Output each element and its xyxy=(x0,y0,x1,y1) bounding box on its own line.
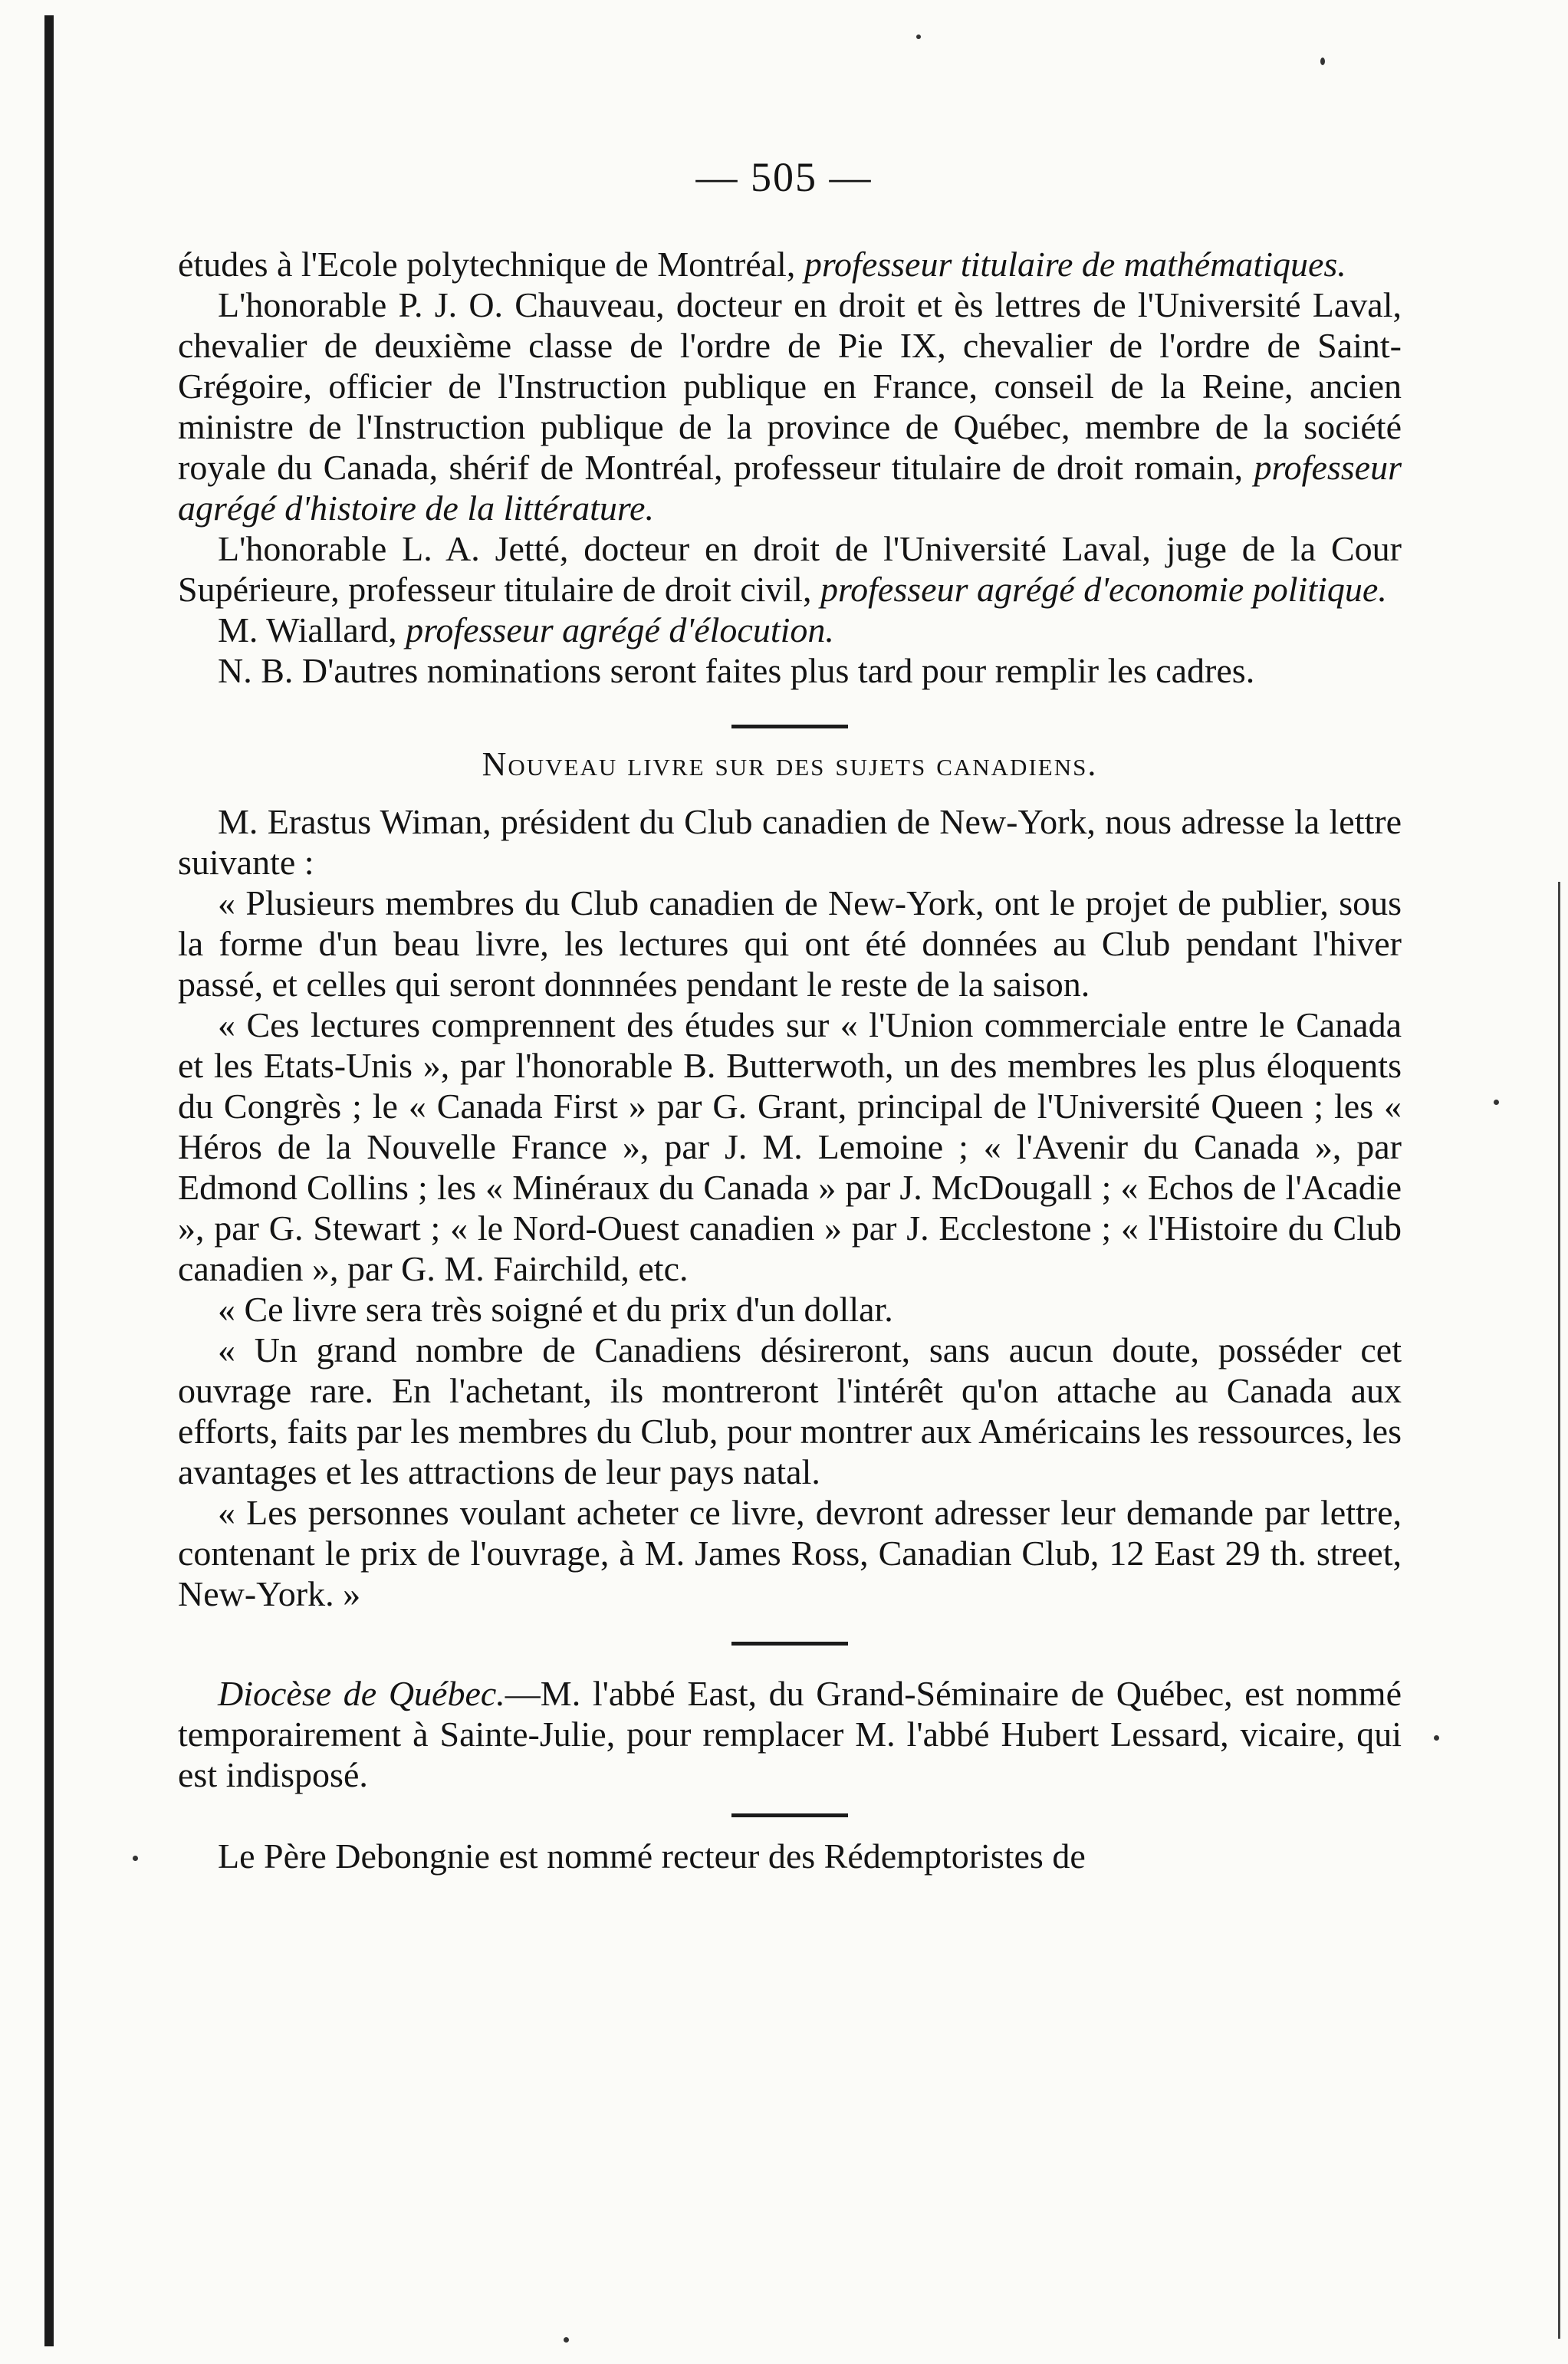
paragraph-text: L'honorable P. J. O. Chauveau, docteur en droit et ès lettres de l'Université Laval, chevalier de deuxième classe de l'ordre de Pie IX, chevalier de l'ordre de Saint-Grégoire, officier de l'Instruction publique en France, conseil de la Reine, ancien ministre de l'Instruction publique de la province de Québec, membre de la société royale du Canada, shérif de Montréal, professeur titulaire de droit romain, xyxy=(178,285,1402,487)
paragraph-letter-1 xyxy=(178,883,1402,1004)
paragraph-letter-5 xyxy=(178,1492,1402,1614)
paragraph-text: « Ce livre sera très soigné et du prix d'un dollar. xyxy=(218,1290,893,1329)
paragraph-text: —M. l'abbé East, du Grand-Séminaire de Québec, est nommé temporairement à Sainte-Julie, pour remplacer M. l'abbé Hubert Lessard, vicaire, qui est indisposé. xyxy=(178,1674,1402,1794)
paragraph-text: « Ces lectures comprennent des études sur « l'Union commerciale entre le Canada et les Etats-Unis », par l'honorable B. Butterwoth, un des membres les plus éloquents du Congrès ; le « Canada First » par G. Grant, principal de l'Université Queen ; les « Héros de la Nouvelle France », par J. M. Lemoine ; « l'Avenir du Canada », par Edmond Collins ; les « Minéraux du Canada » par J. McDougall ; « Echos de l'Acadie », par G. Stewart ; « le Nord-Ouest canadien » par J. Ecclestone ; « l'Histoire du Club canadien », par G. M. Fairchild, etc. xyxy=(178,1005,1402,1288)
scan-speck xyxy=(564,2337,569,2343)
right-margin-rule xyxy=(1558,882,1560,2339)
paragraph-ecole-polytechnique xyxy=(178,244,1402,284)
paragraph-text: « Plusieurs membres du Club canadien de New-York, ont le projet de publier, sous la forme d'un beau livre, les lectures qui ont été données au Club pendant l'hiver passé, et celles qui seront donnnées pendant le reste de la saison. xyxy=(178,883,1402,1004)
paragraph-letter-3 xyxy=(178,1289,1402,1330)
paragraph-wiman xyxy=(178,801,1402,883)
paragraph-text: N. B. D'autres nominations seront faites plus tard pour remplir les cadres. xyxy=(218,651,1255,690)
paragraph-debongnie xyxy=(178,1836,1402,1876)
scan-speck xyxy=(916,35,921,39)
paragraph-text: études à l'Ecole polytechnique de Montréal, xyxy=(178,245,804,284)
paragraph-italic: professeur agrégé d'histoire de la littérature. xyxy=(178,448,1402,528)
paragraph-diocese-quebec xyxy=(178,1673,1402,1795)
paragraph-text: « Un grand nombre de Canadiens désireront, sans aucun doute, posséder cet ouvrage rare. En l'achetant, ils montreront l'intérêt qu'on attache au Canada aux efforts, faits par les membres du Club, pour montrer aux Américains les ressources, les avantages et les attractions de leur pays natal. xyxy=(178,1330,1402,1491)
scan-speck xyxy=(1434,1735,1439,1741)
scan-speck xyxy=(1320,58,1325,65)
paragraph-text: L'honorable L. A. Jetté, docteur en droit de l'Université Laval, juge de la Cour Supérieure, professeur titulaire de droit civil, xyxy=(178,529,1402,609)
page-number: — 505 — xyxy=(695,154,873,200)
paragraph-italic: professeur agrégé d'economie politique. xyxy=(820,570,1387,609)
paragraph-nota-bene xyxy=(178,650,1402,691)
scan-speck xyxy=(133,1856,138,1861)
paragraph-text: « Les personnes voulant acheter ce livre, devront adresser leur demande par lettre, contenant le prix de l'ouvrage, à M. James Ross, Canadian Club, 12 East 29 th. street, New-York. » xyxy=(178,1493,1402,1613)
left-margin-rule xyxy=(44,15,54,2346)
paragraph-text: M. Wiallard, xyxy=(218,610,406,649)
paragraph-text: Le Père Debongnie est nommé recteur des Rédemptoristes de xyxy=(218,1836,1086,1876)
paragraph-letter-2 xyxy=(178,1004,1402,1289)
paragraph-italic: professeur titulaire de mathématiques. xyxy=(804,245,1346,284)
paragraph-chauveau xyxy=(178,284,1402,528)
paragraph-letter-4 xyxy=(178,1330,1402,1492)
paragraph-jette xyxy=(178,528,1402,610)
page-body xyxy=(178,244,1402,1876)
paragraph-italic: Diocèse de Québec. xyxy=(218,1674,505,1713)
paragraph-text: M. Erastus Wiman, président du Club canadien de New-York, nous adresse la lettre suivante : xyxy=(178,802,1402,882)
paragraph-italic: professeur agrégé d'élocution. xyxy=(406,610,834,649)
section-heading: Nouveau livre sur des sujets canadiens. xyxy=(482,745,1098,783)
scan-speck xyxy=(1494,1100,1499,1105)
paragraph-wiallard xyxy=(178,610,1402,650)
